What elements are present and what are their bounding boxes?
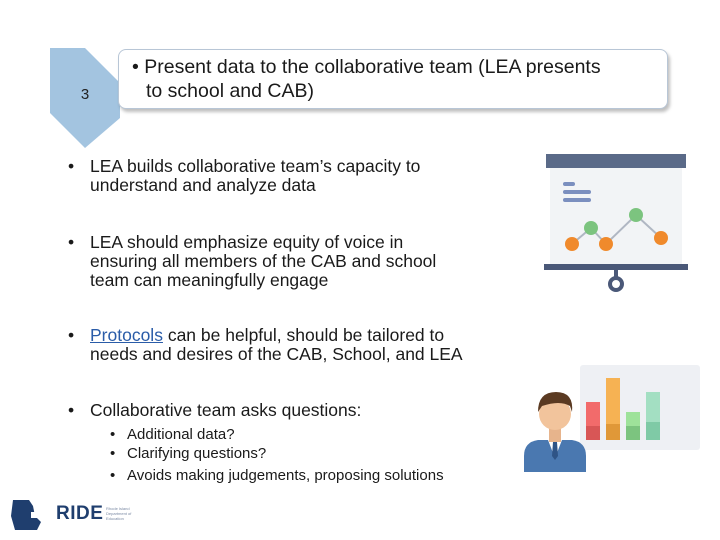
bullet-symbol: • [68, 156, 75, 176]
bullet-text-rest: can be helpful, should be tailored to [162, 325, 445, 345]
bullet-text-line: ensuring all members of the CAB and school [90, 251, 437, 271]
step-number: 3 [80, 86, 90, 103]
sub-bullet-text: Avoids making judgements, proposing solutions [127, 467, 444, 484]
header-line-2: to school and CAB) [146, 80, 315, 102]
bullet-questions [68, 401, 518, 420]
bullet-text-line: needs and desires of the CAB, School, and LEA [90, 344, 463, 364]
bullet-text-line: Collaborative team asks questions: [90, 400, 362, 420]
bullet-text-line: team can meaningfully engage [90, 270, 329, 290]
bullet-symbol: • [68, 232, 75, 252]
bullet-text-line: LEA builds collaborative team’s capacity to [90, 156, 421, 176]
ride-logo-text: RIDE [56, 503, 104, 524]
ride-logo-subtext: Rhode Island Department of Education [106, 506, 132, 521]
bullet-capacity [68, 157, 518, 195]
bullet-protocols [68, 326, 518, 364]
sub-bullet-symbol: • [110, 445, 116, 462]
bullet-text-line [68, 326, 518, 345]
sub-bullet-text: Additional data? [127, 426, 235, 443]
header-line-1: • Present data to the collaborative team (LEA presents [132, 56, 601, 78]
rhode-island-map-icon [9, 498, 45, 532]
bullet-symbol: • [68, 325, 75, 345]
header-text [132, 55, 667, 103]
bullet-symbol: • [68, 400, 75, 420]
bullet-equity [68, 233, 518, 290]
presentation-board-icon [540, 150, 690, 300]
sub-bullet-item [110, 465, 520, 487]
bullet-text-line: LEA should emphasize equity of voice in [90, 232, 404, 252]
sub-bullet-text: Clarifying questions? [127, 445, 267, 462]
bullet-text-line: understand and analyze data [90, 175, 316, 195]
protocols-link[interactable]: Protocols [90, 325, 163, 345]
sub-bullet-symbol: • [110, 426, 116, 443]
sub-bullet-item [110, 443, 520, 465]
analyst-with-bar-chart-icon [520, 360, 710, 472]
sub-bullet-symbol: • [110, 467, 116, 484]
